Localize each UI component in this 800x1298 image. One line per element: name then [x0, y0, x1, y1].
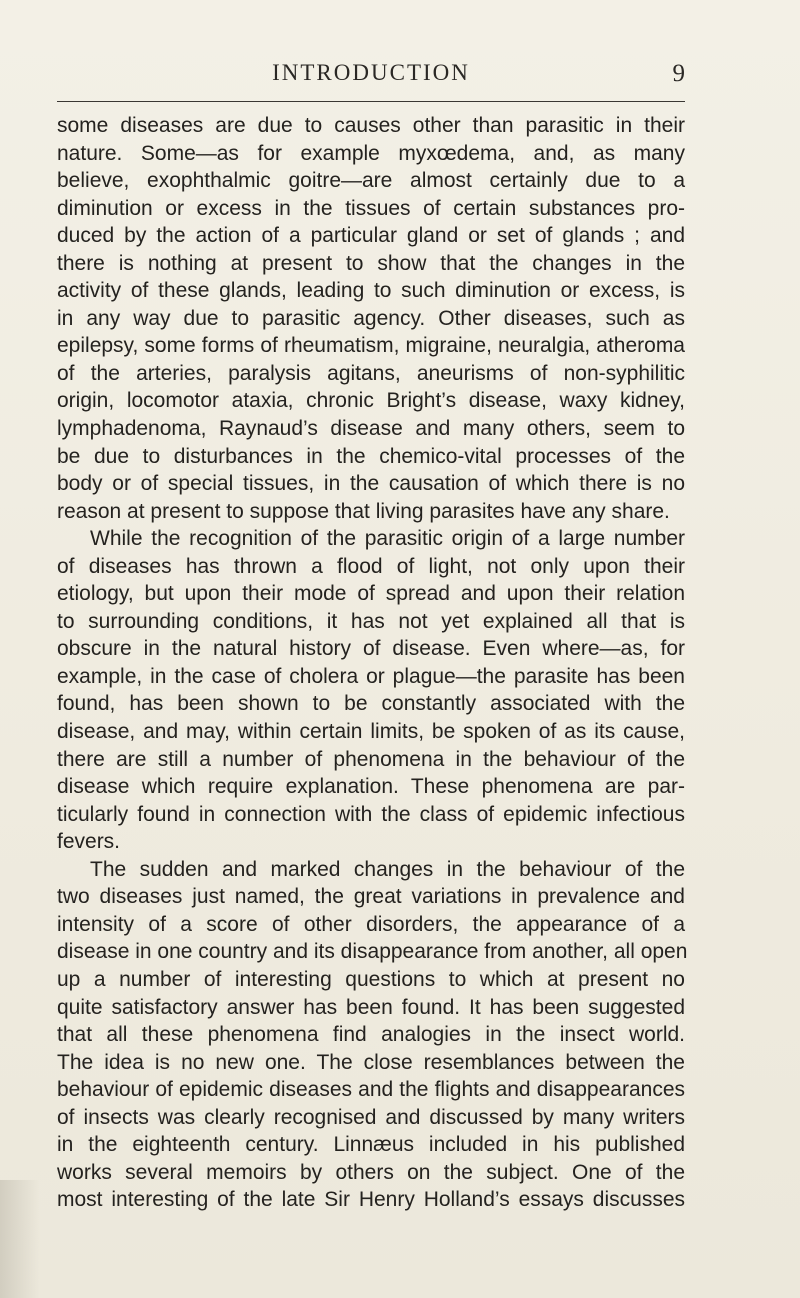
text-line: to surrounding conditions, it has not yet explained all that is	[57, 609, 685, 633]
text-line: nature. Some—as for example myxœdema, and, as many	[57, 141, 685, 165]
text-line: fevers.	[57, 830, 121, 854]
text-line: quite satisfactory answer has been found. It has been suggested	[57, 995, 685, 1019]
text-line: disease in one country and its disappearance from another, all open	[57, 940, 688, 964]
text-line: in any way due to parasitic agency. Other diseases, such as	[57, 306, 685, 330]
text-line: etiology, but upon their mode of spread and upon their relation	[57, 582, 685, 606]
text-line: While the recognition of the parasitic origin of a large number	[90, 527, 685, 551]
text-line: up a number of interesting questions to which at present no	[57, 967, 685, 991]
text-line: of the arteries, paralysis agitans, aneurisms of non-syphilitic	[57, 361, 685, 385]
text-line: disease which require explanation. These phenomena are par-	[57, 775, 685, 799]
text-line: example, in the case of cholera or plague—the parasite has been	[57, 664, 685, 688]
text-line: lymphadenoma, Raynaud’s disease and many others, seem to	[57, 417, 685, 441]
text-line: The sudden and marked changes in the behaviour of the	[90, 857, 685, 881]
text-line: there is nothing at present to show that the changes in the	[57, 251, 685, 275]
text-line: there are still a number of phenomena in the behaviour of the	[57, 747, 685, 771]
body-text	[57, 112, 688, 1214]
text-line: in the eighteenth century. Linnæus included in his published	[57, 1133, 685, 1157]
text-line: of diseases has thrown a flood of light, not only upon their	[57, 554, 685, 578]
text-line: found, has been shown to be constantly associated with the	[57, 692, 685, 716]
text-line: origin, locomotor ataxia, chronic Bright’s disease, waxy kidney,	[57, 389, 685, 413]
text-line: ticularly found in connection with the class of epidemic infectious	[57, 802, 685, 826]
text-line: epilepsy, some forms of rheumatism, migraine, neuralgia, atheroma	[57, 334, 685, 358]
text-line: activity of these glands, leading to such diminution or excess, is	[57, 279, 685, 303]
text-line: of insects was clearly recognised and discussed by many writers	[57, 1105, 685, 1129]
text-line: that all these phenomena find analogies in the insect world.	[57, 1023, 685, 1047]
text-line: some diseases are due to causes other than parasitic in their	[57, 114, 685, 137]
text-line: duced by the action of a particular gland or set of glands ; and	[57, 224, 685, 248]
text-line: be due to disturbances in the chemico-vital processes of the	[57, 444, 685, 468]
text-line: most interesting of the late Sir Henry Holland’s essays discusses	[57, 1188, 685, 1212]
running-head	[57, 60, 685, 100]
page-edge-shadow	[0, 1180, 40, 1298]
text-line: obscure in the natural history of disease. Even where—as, for	[57, 637, 685, 661]
page-number: 9	[672, 60, 685, 87]
text-line: body or of special tissues, in the causation of which there is no	[57, 472, 685, 496]
text-line: disease, and may, within certain limits, be spoken of as its cause,	[57, 720, 685, 744]
running-title: INTRODUCTION	[272, 60, 470, 85]
text-line: reason at present to suppose that living parasites have any share.	[57, 499, 670, 523]
header-rule	[57, 101, 685, 102]
text-line: believe, exophthalmic goitre—are almost certainly due to a	[57, 169, 685, 193]
text-line: behaviour of epidemic diseases and the flights and disappearances	[57, 1078, 685, 1102]
text-line: works several memoirs by others on the subject. One of the	[57, 1160, 685, 1184]
text-line: The idea is no new one. The close resemblances between the	[57, 1050, 685, 1074]
text-line: intensity of a score of other disorders, the appearance of a	[57, 912, 685, 936]
text-line: two diseases just named, the great variations in prevalence and	[57, 885, 685, 909]
text-line: diminution or excess in the tissues of certain substances pro-	[57, 196, 685, 220]
